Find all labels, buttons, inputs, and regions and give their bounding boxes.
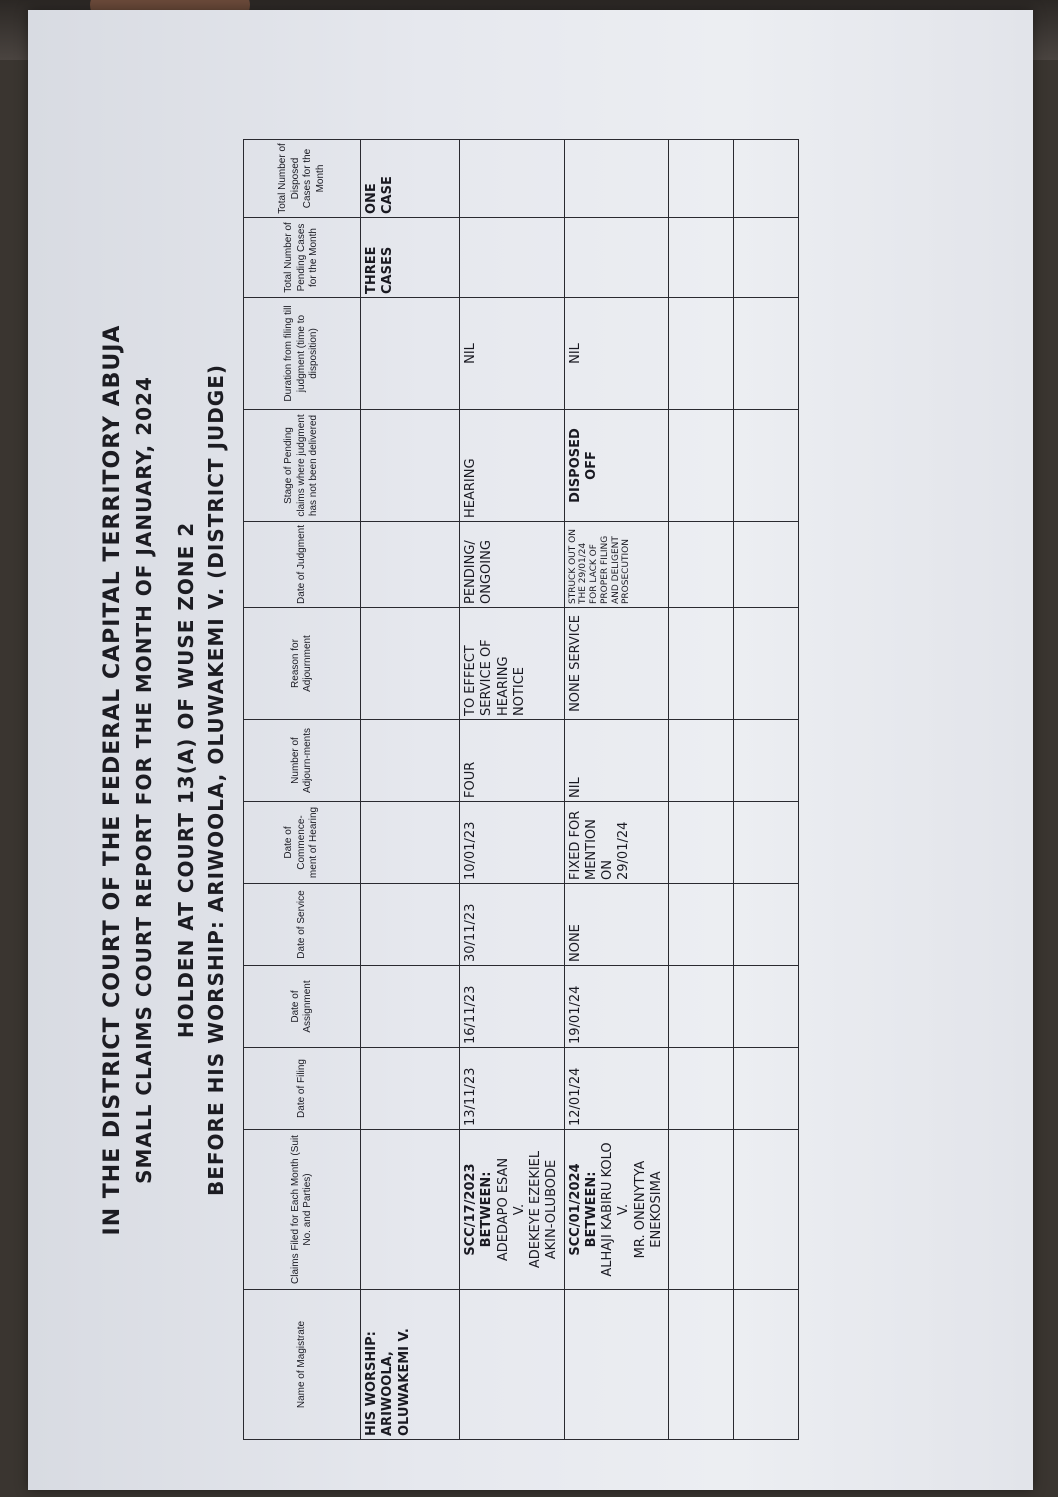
table-row [734,140,799,1440]
table-row [669,140,734,1440]
date-judgment: PENDING/ ONGOING [460,522,565,608]
date-filing: 13/11/23 [460,1048,565,1130]
adjournments: FOUR [460,720,565,802]
stage: HEARING [460,410,565,522]
court-title: IN THE DISTRICT COURT OF THE FEDERAL CAPITAL TERRITORY ABUJA [100,324,125,1236]
date-judgment: STRUCK OUT ON THE 29/01/24 FOR LACK OF PROPER FILING AND DELIGENT PROSECUTION [564,522,669,608]
duration: NIL [564,298,669,410]
table-row [460,140,565,1440]
date-filing: 12/01/24 [564,1048,669,1130]
col-date-hearing: Date of Commence-ment of Hearing [244,802,361,884]
col-date-filing: Date of Filing [244,1048,361,1130]
total-pending: THREE CASES [361,218,460,298]
adjournments: NIL [564,720,669,802]
col-date-judgment: Date of Judgment [244,522,361,608]
col-date-service: Date of Service [244,884,361,966]
suit-cell: SCC/01/2024 BETWEEN: ALHAJI KABIRU KOLO V. MR. ONENYTYA ENEKOSIMA [564,1130,669,1290]
col-claims: Claims Filed for Each Month (Suit No. and Parties) [244,1130,361,1290]
date-service: NONE [564,884,669,966]
col-total-disposed: Total Number of Disposed Cases for the Month [244,140,361,218]
reason: NONE SERVICE [564,608,669,720]
col-date-assignment: Date of Assignment [244,966,361,1048]
col-duration: Duration from filing till judgment (time to disposition) [244,298,361,410]
suit-cell: SCC/17/2023 BETWEEN: ADEDAPO ESAN V. ADEKEYE EZEKIEL AKIN-OLUBODE [460,1130,565,1290]
col-magistrate: Name of Magistrate [244,1290,361,1440]
total-disposed: ONE CASE [361,140,460,218]
col-stage: Stage of Pending claims where judgment has not been delivered [244,410,361,522]
table-row [564,140,669,1440]
court-location: HOLDEN AT COURT 13(A) OF WUSE ZONE 2 [174,521,198,1039]
table-row [361,140,460,1440]
col-total-pending: Total Number of Pending Cases for the Month [244,218,361,298]
date-assignment: 16/11/23 [460,966,565,1048]
paper-sheet [28,10,1033,1490]
header-row [244,140,361,1440]
report-title: SMALL CLAIMS COURT REPORT FOR THE MONTH OF JANUARY, 2024 [132,376,156,1184]
duration: NIL [460,298,565,410]
date-assignment: 19/01/24 [564,966,669,1048]
stage: DISPOSED OFF [564,410,669,522]
magistrate-cell: HIS WORSHIP: ARIWOOLA, OLUWAKEMI V. [361,1290,460,1440]
judge-line: BEFORE HIS WORSHIP: ARIWOOLA, OLUWAKEMI V. (DISTRICT JUDGE) [204,363,228,1197]
reason: TO EFFECT SERVICE OF HEARING NOTICE [460,608,565,720]
col-reason: Reason for Adjournment [244,608,361,720]
rotated-document [88,110,878,1450]
report-table [243,139,799,1440]
date-service: 30/11/23 [460,884,565,966]
date-hearing: 10/01/23 [460,802,565,884]
col-adjournments: Number of Adjourn-ments [244,720,361,802]
date-hearing: FIXED FOR MENTION ON 29/01/24 [564,802,669,884]
